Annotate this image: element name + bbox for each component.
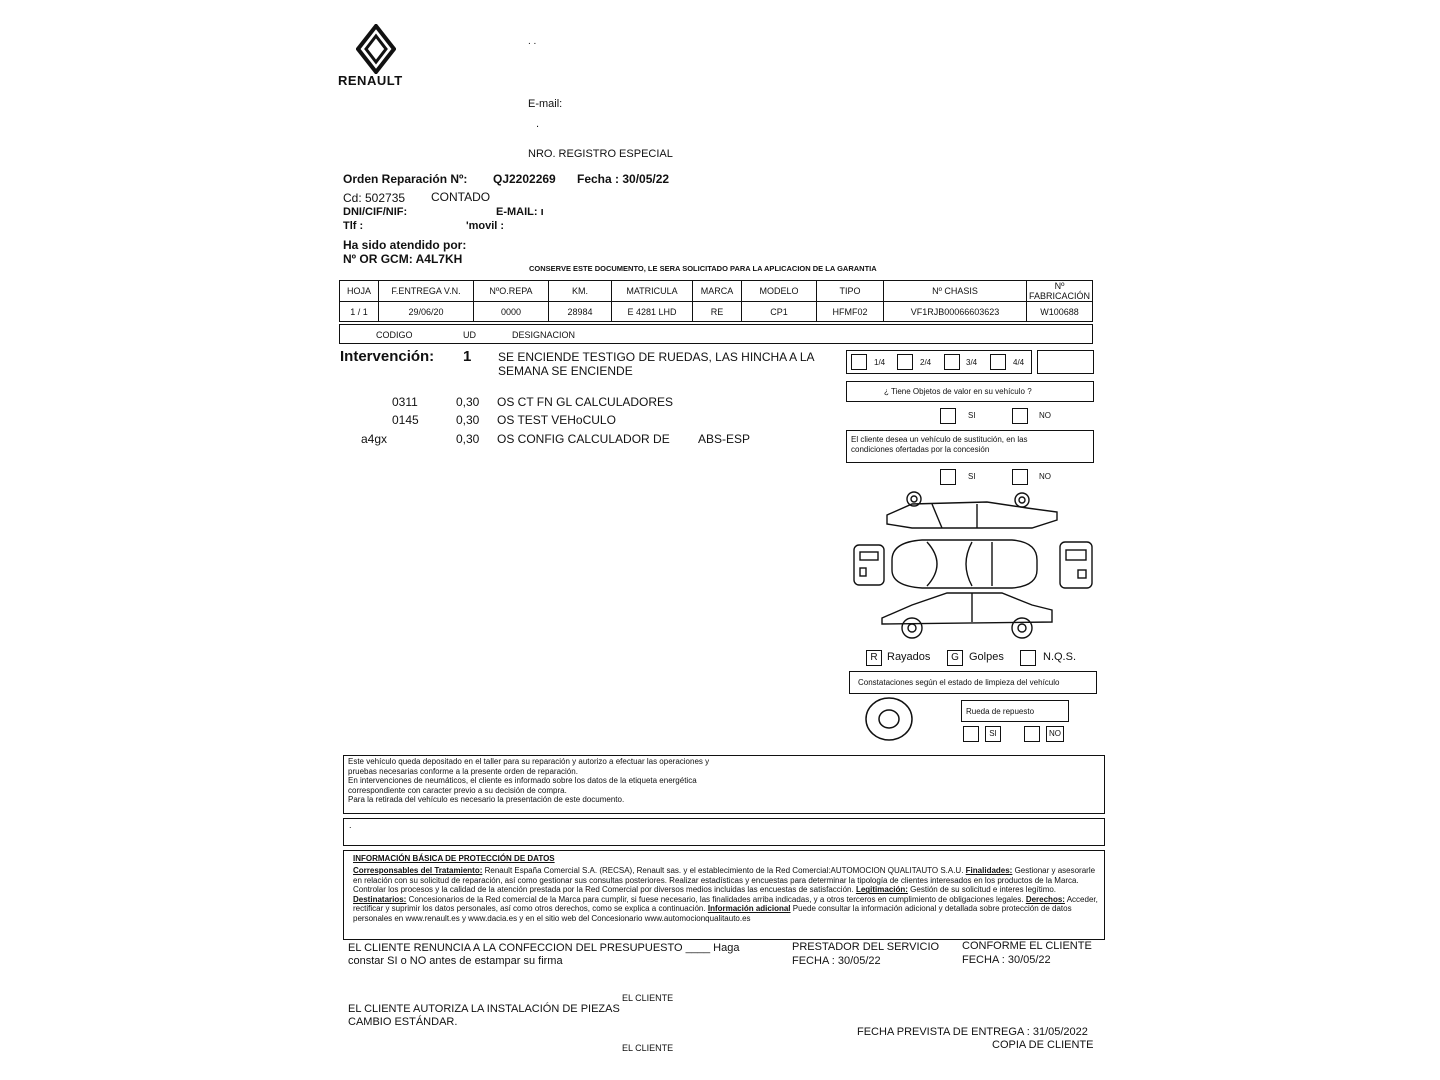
td-orepa: 0000 xyxy=(474,302,549,322)
fuel-checkbox[interactable] xyxy=(851,354,867,370)
nqs-label: N.Q.S. xyxy=(1043,651,1077,663)
privacy-title: INFORMACIÓN BÁSICA DE PROTECCIÓN DE DATOS xyxy=(353,854,555,863)
header-email-label: E-mail: xyxy=(528,98,563,110)
spare-wheel-icon xyxy=(864,696,914,742)
td-modelo: CP1 xyxy=(742,302,817,322)
deposit-line: Este vehículo queda depositado en el taller para su reparación y autorizo a efectuar las operaciones y xyxy=(348,757,710,766)
td-marca: RE xyxy=(693,302,742,322)
renuncia-line-1: EL CLIENTE RENUNCIA A LA CONFECCION DEL PRESUPUESTO ____ Haga xyxy=(348,942,740,954)
car-side-view-bottom-icon xyxy=(882,593,1052,638)
tlf-label: Tlf : xyxy=(343,220,364,232)
constataciones-label: Constataciones según el estado de limpieza del vehículo xyxy=(858,678,1060,687)
sustitucion-text-1: El cliente desea un vehículo de sustitución, en las xyxy=(851,435,1028,444)
autoriza-line-1: EL CLIENTE AUTORIZA LA INSTALACIÓN DE PIEZAS xyxy=(348,1003,620,1015)
dni-label: DNI/CIF/NIF: xyxy=(343,206,408,218)
sustitucion-si-label: SI xyxy=(968,472,976,481)
intervencion-number: 1 xyxy=(463,348,472,365)
header-dot: . xyxy=(536,118,540,130)
fuel-label: 2/4 xyxy=(920,358,932,367)
fuel-label: 4/4 xyxy=(1013,358,1025,367)
vehicle-table xyxy=(339,280,1093,322)
notes-box xyxy=(343,818,1105,846)
op-extra: ABS-ESP xyxy=(698,432,751,446)
sustitucion-text-2: condiciones ofertadas por la concesión xyxy=(851,445,990,454)
th-marca: MARCA xyxy=(693,281,742,302)
table-row xyxy=(340,302,1093,322)
fuel-checkbox[interactable] xyxy=(990,354,1006,370)
objetos-no-label: NO xyxy=(1039,411,1051,420)
th-orepa: NºO.REPA xyxy=(474,281,549,302)
td-km: 28984 xyxy=(549,302,612,322)
registro-especial: NRO. REGISTRO ESPECIAL xyxy=(528,148,673,160)
privacy-resp-label: Corresponsables del Tratamiento: xyxy=(353,866,483,875)
td-chasis: VF1RJB00066603623 xyxy=(884,302,1027,322)
td-entrega: 29/06/20 xyxy=(379,302,474,322)
conserve-note: CONSERVE ESTE DOCUMENTO, LE SERA SOLICITADO PARA LA APLICACION DE LA GARANTIA xyxy=(529,264,877,273)
lines-header-box xyxy=(339,324,1093,344)
brand-name: RENAULT xyxy=(338,73,403,88)
op-code: 0145 xyxy=(392,413,419,427)
op-desc: OS CONFIG CALCULADOR DE xyxy=(497,432,670,446)
td-hoja: 1 / 1 xyxy=(340,302,379,322)
rueda-no-label: NO xyxy=(1046,726,1064,742)
renuncia-line-2: constar SI o NO antes de estampar su firma xyxy=(348,955,563,967)
privacy-resp-text: Renault España Comercial S.A. (RECSA), Renault sas. y el establecimiento de la Red Comercial:AUTOMOCION QUALITAUTO S.A.U. xyxy=(482,866,964,875)
privacy-fin-label: Finalidades: xyxy=(965,866,1013,875)
th-entrega: F.ENTREGA V.N. xyxy=(379,281,474,302)
th-tipo: TIPO xyxy=(817,281,884,302)
privacy-info-text: Puede consultar la información adicional y detallada sobre protección de datos personales en www.renault.es y www.dacia.es y en el sitio web del Concesionario www.automocionqualitauto.es xyxy=(353,904,1072,923)
cd-value: Cd: 502735 xyxy=(343,191,406,205)
fuel-extra-box xyxy=(1037,350,1094,374)
orden-value: QJ2202269 xyxy=(493,172,556,186)
rayados-checkbox[interactable]: R xyxy=(866,650,882,666)
sustitucion-si-checkbox[interactable] xyxy=(940,469,956,485)
conforme-fecha: FECHA : 30/05/22 xyxy=(962,954,1051,966)
car-damage-diagram xyxy=(852,490,1096,642)
privacy-leg-label: Legitimación: xyxy=(855,885,908,895)
rueda-si-label: SI xyxy=(985,726,1001,742)
lines-ud: UD xyxy=(463,330,476,340)
privacy-fin-text: Gestionar y asesorarle en relación con su solicitud de reparación, así como gestionar sus consultas posteriores. Realizar estadísticas y encuestas para determinar la tipología de clientes interesados en los productos de la Marca. Controlar los procesos y la calidad de la atención prestada por la Red Comercial por diversos medios incluidas las encuestas de satisfacción. xyxy=(353,866,1096,895)
th-hoja: HOJA xyxy=(340,281,379,302)
td-matricula: E 4281 LHD xyxy=(612,302,693,322)
rueda-no-checkbox[interactable] xyxy=(1024,726,1040,742)
lines-codigo: CODIGO xyxy=(376,330,413,340)
car-rear-view-icon xyxy=(1060,542,1092,588)
deposit-line: En intervenciones de neumáticos, el cliente es informado sobre los datos de la etiqueta energética xyxy=(348,776,697,785)
car-side-view-top-icon xyxy=(887,492,1057,528)
th-fabricacion: Nº FABRICACIÓN xyxy=(1027,281,1093,302)
th-modelo: MODELO xyxy=(742,281,817,302)
intervencion-text-1: SE ENCIENDE TESTIGO DE RUEDAS, LAS HINCHA A LA xyxy=(498,350,815,364)
car-front-view-icon xyxy=(854,545,884,585)
op-desc: OS TEST VEHoCULO xyxy=(497,413,616,427)
privacy-dest-text: Concesionarios de la Red comercial de la Marca para cumplir, si fuese necesario, las finalidades arriba indicadas, y a otros terceros en cumplimiento de obligaciones legales. xyxy=(406,894,1024,904)
objetos-no-checkbox[interactable] xyxy=(1012,408,1028,424)
contado-value: CONTADO xyxy=(431,190,491,204)
op-ud: 0,30 xyxy=(456,395,480,409)
email-label: E-MAIL: ı xyxy=(496,206,544,218)
deposit-line: correspondiente con caracter previo a su decisión de compra. xyxy=(348,786,567,795)
td-fabricacion: W100688 xyxy=(1027,302,1093,322)
privacy-der-label: Derechos: xyxy=(1025,894,1065,904)
golpes-label: Golpes xyxy=(969,651,1004,663)
objetos-question: ¿ Tiene Objetos de valor en su vehículo ? xyxy=(884,387,1032,396)
sustitucion-no-label: NO xyxy=(1039,472,1051,481)
el-cliente-signature-2: EL CLIENTE xyxy=(622,1043,674,1053)
td-tipo: HFMF02 xyxy=(817,302,884,322)
prestador-label: PRESTADOR DEL SERVICIO xyxy=(792,941,940,953)
prestador-fecha: FECHA : 30/05/22 xyxy=(792,955,881,967)
nqs-checkbox[interactable] xyxy=(1020,650,1036,666)
fuel-label: 1/4 xyxy=(874,358,886,367)
objetos-si-checkbox[interactable] xyxy=(940,408,956,424)
privacy-info-label: Información adicional xyxy=(707,904,791,914)
fuel-checkbox[interactable] xyxy=(944,354,960,370)
rueda-label: Rueda de repuesto xyxy=(966,707,1035,716)
rayados-label: Rayados xyxy=(887,651,931,663)
fuel-checkbox[interactable] xyxy=(897,354,913,370)
fecha-label: Fecha : 30/05/22 xyxy=(577,172,670,186)
deposit-line: Para la retirada del vehículo es necesario la presentación de este documento. xyxy=(348,795,625,804)
th-chasis: Nº CHASIS xyxy=(884,281,1027,302)
objetos-si-label: SI xyxy=(968,411,976,420)
th-matricula: MATRICULA xyxy=(612,281,693,302)
autoriza-line-2: CAMBIO ESTÁNDAR. xyxy=(348,1016,458,1028)
or-gcm: Nº OR GCM: A4L7KH xyxy=(343,252,463,266)
golpes-checkbox[interactable]: G xyxy=(947,650,963,666)
privacy-dest-label: Destinatarios: xyxy=(353,894,407,904)
privacy-leg-text: Gestión de su solicitud e interes legítimo. xyxy=(907,885,1057,895)
intervencion-label: Intervención: xyxy=(340,348,435,365)
fecha-prevista: FECHA PREVISTA DE ENTREGA : 31/05/2022 xyxy=(857,1026,1088,1038)
th-km: KM. xyxy=(549,281,612,302)
intervencion-text-2: SEMANA SE ENCIENDE xyxy=(498,364,633,378)
lines-designacion: DESIGNACION xyxy=(512,330,576,340)
orden-label: Orden Reparación Nº: xyxy=(343,172,468,186)
fuel-label: 3/4 xyxy=(966,358,978,367)
op-code: 0311 xyxy=(392,395,418,409)
atendido-label: Ha sido atendido por: xyxy=(343,238,467,252)
op-desc: OS CT FN GL CALCULADORES xyxy=(497,395,674,409)
car-top-view-icon xyxy=(892,540,1037,588)
deposit-line: pruebas necesarias conforme a la presente orden de reparación. xyxy=(348,767,578,776)
privacy-der-text: Acceder, rectificar y suprimir los datos personales, así como otros derechos, como se explica a continuación. xyxy=(353,894,1098,914)
sustitucion-no-checkbox[interactable] xyxy=(1012,469,1028,485)
top-marks: . . xyxy=(528,36,537,47)
rueda-si-checkbox[interactable] xyxy=(963,726,979,742)
el-cliente-signature-1: EL CLIENTE xyxy=(622,993,674,1003)
notes-mark: . xyxy=(349,820,352,830)
renault-logo xyxy=(356,24,396,74)
op-ud: 0,30 xyxy=(456,432,480,446)
movil-label: 'movil : xyxy=(466,220,505,232)
op-ud: 0,30 xyxy=(456,413,480,427)
op-code: a4gx xyxy=(361,432,388,446)
table-header-row xyxy=(340,281,1093,302)
conforme-label: CONFORME EL CLIENTE xyxy=(962,940,1092,952)
privacy-text xyxy=(353,866,1101,924)
copia-cliente: COPIA DE CLIENTE xyxy=(992,1039,1094,1051)
